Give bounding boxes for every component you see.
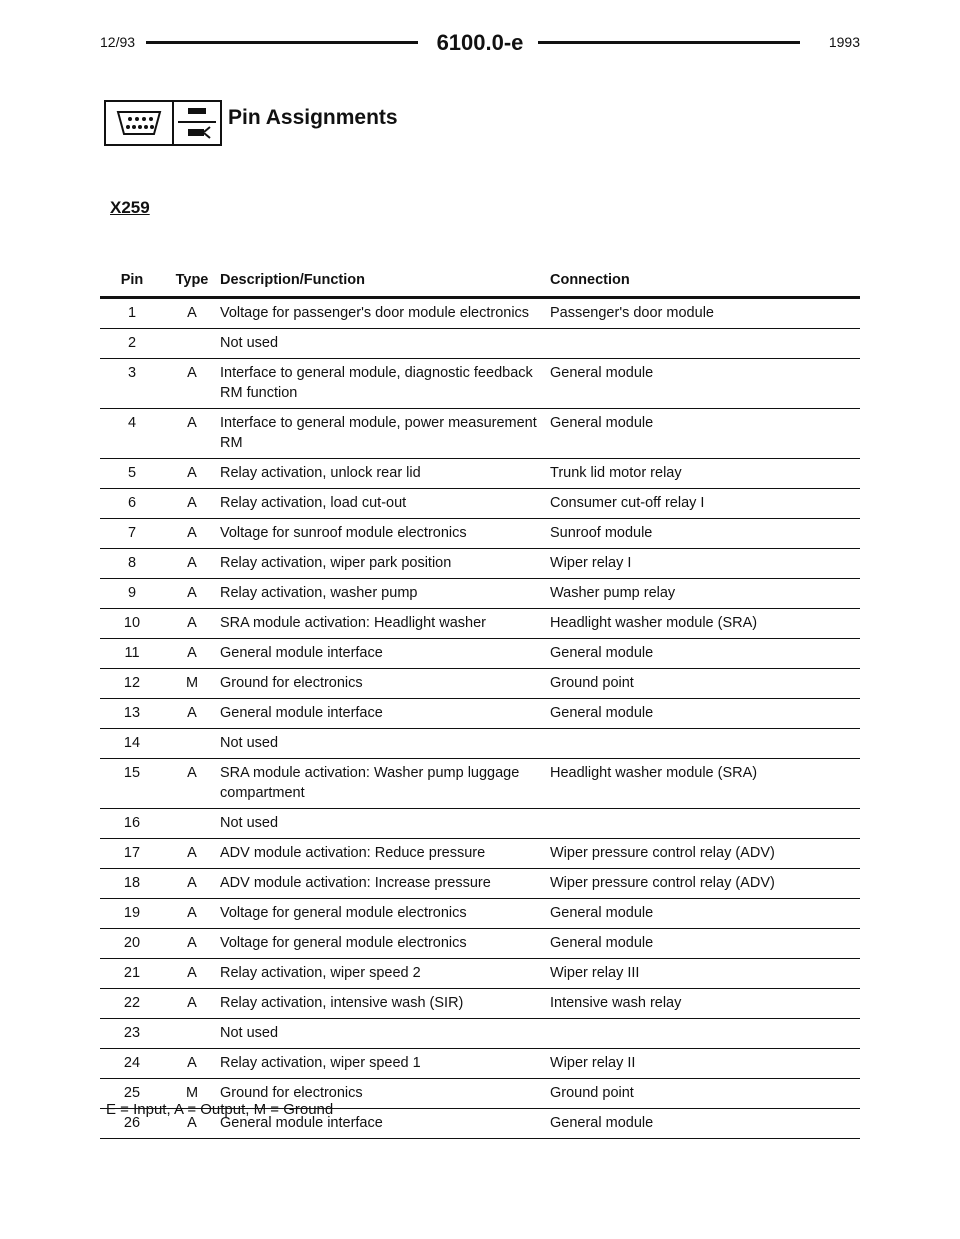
pin-cell: 15 [100,759,164,809]
connection-cell [550,729,860,759]
description-cell: Relay activation, wiper speed 1 [220,1049,550,1079]
description-cell: Relay activation, intensive wash (SIR) [220,989,550,1019]
connection-cell: General module [550,929,860,959]
table-row [100,549,860,579]
table-row [100,1019,860,1049]
table-row [100,1049,860,1079]
description-cell: Voltage for sunroof module electronics [220,519,550,549]
description-cell: ADV module activation: Reduce pressure [220,839,550,869]
connection-cell: Headlight washer module (SRA) [550,759,860,809]
type-cell: A [164,489,220,519]
column-header-type: Type [164,272,220,298]
connection-cell [550,809,860,839]
table-row [100,329,860,359]
connection-cell: Wiper pressure control relay (ADV) [550,869,860,899]
table-row [100,609,860,639]
pin-cell: 4 [100,409,164,459]
pin-cell: 2 [100,329,164,359]
header-rule-right [538,41,800,44]
pin-cell: 9 [100,579,164,609]
table-row [100,489,860,519]
description-cell: SRA module activation: Headlight washer [220,609,550,639]
connection-cell: General module [550,899,860,929]
page-header [100,30,860,54]
table-header-row [100,272,860,298]
connection-cell: Ground point [550,669,860,699]
type-cell: A [164,759,220,809]
pin-cell: 5 [100,459,164,489]
table-row [100,519,860,549]
connection-cell: General module [550,639,860,669]
table-row [100,669,860,699]
type-cell: M [164,669,220,699]
type-cell: A [164,959,220,989]
header-year: 1993 [828,34,860,50]
connection-cell: Wiper relay II [550,1049,860,1079]
table-row [100,729,860,759]
pin-assignment-table [100,272,860,1139]
type-cell: A [164,639,220,669]
table-row [100,839,860,869]
table-row [100,409,860,459]
pin-cell: 25 [100,1079,164,1109]
pin-cell: 3 [100,359,164,409]
pin-cell: 16 [100,809,164,839]
connector-icon [104,100,174,146]
pin-cell: 21 [100,959,164,989]
connection-cell: General module [550,409,860,459]
connection-cell: General module [550,699,860,729]
pin-cell: 12 [100,669,164,699]
description-cell: ADV module activation: Increase pressure [220,869,550,899]
connection-cell: Intensive wash relay [550,989,860,1019]
type-cell: A [164,929,220,959]
table-row [100,869,860,899]
description-cell: Interface to general module, diagnostic feedback RM function [220,359,550,409]
connection-cell: General module [550,359,860,409]
description-cell: Relay activation, load cut-out [220,489,550,519]
description-cell: Voltage for general module electronics [220,899,550,929]
description-cell: General module interface [220,1109,550,1139]
pin-cell: 22 [100,989,164,1019]
type-cell: A [164,579,220,609]
table-row [100,699,860,729]
header-date: 12/93 [100,34,136,50]
description-cell: Not used [220,729,550,759]
connection-cell: Consumer cut-off relay I [550,489,860,519]
type-cell: A [164,1109,220,1139]
type-cell [164,329,220,359]
pin-cell: 19 [100,899,164,929]
type-cell: A [164,839,220,869]
connection-cell: Wiper relay I [550,549,860,579]
description-cell: General module interface [220,639,550,669]
connection-cell: Wiper pressure control relay (ADV) [550,839,860,869]
description-cell: SRA module activation: Washer pump luggage compartment [220,759,550,809]
pin-cell: 7 [100,519,164,549]
pin-cell: 23 [100,1019,164,1049]
type-cell [164,809,220,839]
type-cell: A [164,459,220,489]
column-header-description: Description/Function [220,272,550,298]
table-row [100,929,860,959]
description-cell: Not used [220,1019,550,1049]
description-cell: General module interface [220,699,550,729]
type-cell: A [164,1049,220,1079]
connection-cell: Passenger's door module [550,298,860,329]
type-cell: A [164,298,220,329]
pin-cell: 14 [100,729,164,759]
connection-cell [550,1019,860,1049]
pin-cell: 20 [100,929,164,959]
page-title: Pin Assignments [228,106,398,129]
type-cell [164,729,220,759]
pin-cell: 13 [100,699,164,729]
pin-cell: 10 [100,609,164,639]
header-rule-left [146,41,418,44]
table-row [100,989,860,1019]
description-cell: Relay activation, unlock rear lid [220,459,550,489]
table-row [100,298,860,329]
plug-socket-icon [174,100,222,146]
description-cell: Interface to general module, power measurement RM [220,409,550,459]
type-cell: A [164,359,220,409]
pin-cell: 11 [100,639,164,669]
type-cell: A [164,899,220,929]
connection-cell: Ground point [550,1079,860,1109]
table-row [100,959,860,989]
type-cell: M [164,1079,220,1109]
type-cell: A [164,549,220,579]
connection-cell [550,329,860,359]
connection-cell: Wiper relay III [550,959,860,989]
column-header-connection: Connection [550,272,860,298]
description-cell: Voltage for general module electronics [220,929,550,959]
pin-cell: 17 [100,839,164,869]
type-cell: A [164,409,220,459]
connection-cell: Trunk lid motor relay [550,459,860,489]
type-cell: A [164,989,220,1019]
table-row [100,809,860,839]
description-cell: Ground for electronics [220,669,550,699]
description-cell: Not used [220,809,550,839]
description-cell: Voltage for passenger's door module electronics [220,298,550,329]
connection-cell: Headlight washer module (SRA) [550,609,860,639]
pin-cell: 26 [100,1109,164,1139]
table-row [100,639,860,669]
pin-cell: 8 [100,549,164,579]
table-row [100,579,860,609]
description-cell: Not used [220,329,550,359]
document-number: 6100.0-e [427,30,534,56]
pin-cell: 24 [100,1049,164,1079]
type-cell: A [164,869,220,899]
legend-note: E = Input, A = Output, M = Ground [106,1101,334,1118]
description-cell: Relay activation, wiper park position [220,549,550,579]
table-row [100,899,860,929]
table-row [100,759,860,809]
connection-cell: Washer pump relay [550,579,860,609]
pin-cell: 18 [100,869,164,899]
table-row [100,459,860,489]
description-cell: Relay activation, washer pump [220,579,550,609]
type-cell: A [164,609,220,639]
column-header-pin: Pin [100,272,164,298]
connector-id: X259 [110,198,150,217]
type-cell: A [164,699,220,729]
pin-cell: 6 [100,489,164,519]
description-cell: Ground for electronics [220,1079,550,1109]
type-cell: A [164,519,220,549]
table-row [100,359,860,409]
connection-cell: General module [550,1109,860,1139]
connection-cell: Sunroof module [550,519,860,549]
pin-cell: 1 [100,298,164,329]
type-cell [164,1019,220,1049]
description-cell: Relay activation, wiper speed 2 [220,959,550,989]
